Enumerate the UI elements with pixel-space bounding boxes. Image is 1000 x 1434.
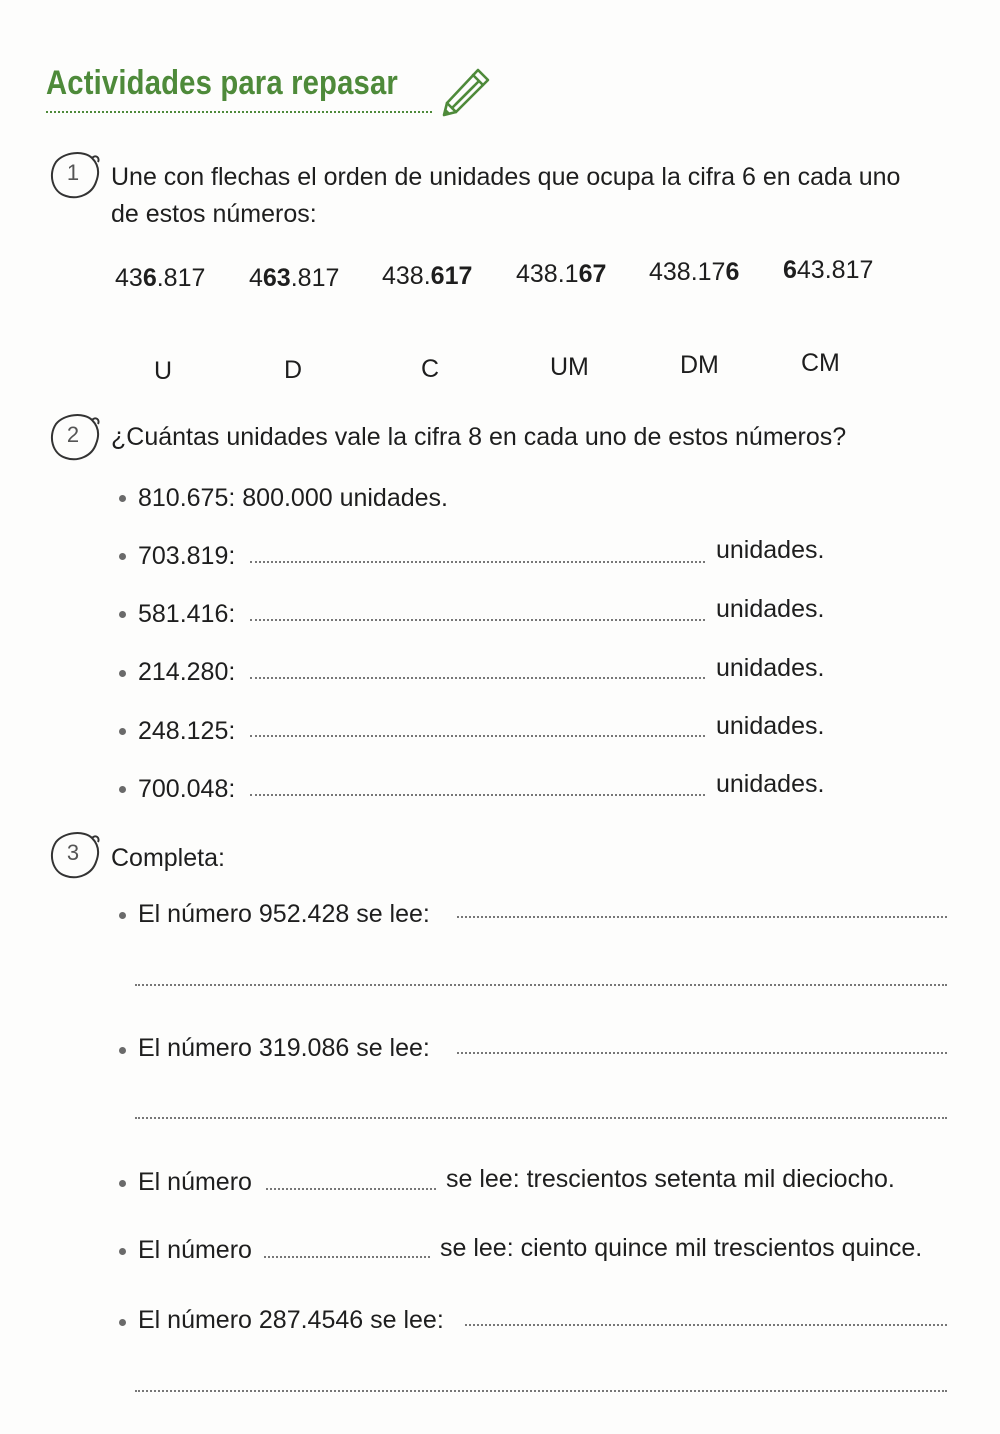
- activity-2-number: [48, 412, 102, 466]
- bullet: [119, 728, 126, 735]
- order-label: UM: [550, 353, 589, 381]
- item-text: El número 287.4546 se lee:: [138, 1306, 444, 1334]
- item-label: 703.819:: [138, 542, 236, 570]
- activity-3-title: Completa:: [111, 844, 225, 872]
- bullet: [119, 912, 126, 919]
- answer-line[interactable]: [457, 1052, 947, 1054]
- item-label: 248.125:: [138, 717, 236, 745]
- bullet: [119, 786, 126, 793]
- answer-line[interactable]: [135, 1117, 947, 1119]
- bullet: [119, 670, 126, 677]
- order-label: C: [421, 355, 440, 383]
- item-label: 581.416:: [138, 600, 236, 628]
- activity-2-digit: 2: [66, 422, 80, 447]
- item-text-post: se lee: trescientos setenta mil dieciocho.: [446, 1165, 895, 1193]
- section-header: [46, 64, 506, 124]
- bullet: [119, 553, 126, 560]
- item-text-pre: El número: [138, 1236, 252, 1264]
- bullet: [119, 1319, 126, 1326]
- item-text: El número 952.428 se lee:: [138, 900, 430, 928]
- order-label: U: [154, 357, 173, 385]
- page-title: Actividades para repasar: [46, 64, 398, 102]
- item-label: 700.048:: [138, 775, 236, 803]
- item-suffix: unidades.: [716, 654, 825, 682]
- answer-line[interactable]: [250, 619, 705, 621]
- activity-1-digit: 1: [66, 160, 80, 185]
- answer-line[interactable]: [465, 1324, 947, 1326]
- answer-line[interactable]: [135, 1390, 947, 1392]
- activity-3-digit: 3: [66, 840, 80, 865]
- item-text: El número 319.086 se lee:: [138, 1034, 430, 1062]
- bullet: [119, 1047, 126, 1054]
- item-suffix: unidades.: [716, 536, 825, 564]
- number-item: 438.617: [382, 262, 473, 290]
- title-underline: [46, 111, 432, 113]
- answer-line[interactable]: [250, 735, 705, 737]
- bullet: [119, 495, 126, 502]
- order-label: DM: [680, 351, 719, 379]
- item-suffix: unidades.: [716, 770, 825, 798]
- number-item: 438.176: [649, 258, 740, 286]
- activity-2-question: ¿Cuántas unidades vale la cifra 8 en cada uno de estos números?: [111, 423, 847, 451]
- number-item: 436.817: [115, 264, 206, 292]
- order-label: CM: [801, 349, 840, 377]
- number-item: 463.817: [249, 264, 340, 292]
- answer-line[interactable]: [250, 677, 705, 679]
- answer-line[interactable]: [264, 1256, 430, 1258]
- item-suffix: unidades.: [716, 712, 825, 740]
- bullet: [119, 611, 126, 618]
- item-label: 214.280:: [138, 658, 236, 686]
- item-text-post: se lee: ciento quince mil trescientos quince.: [440, 1234, 923, 1262]
- activity-2-example: 810.675: 800.000 unidades.: [138, 484, 448, 512]
- item-suffix: unidades.: [716, 595, 825, 623]
- activity-1-instruction-line1: Une con flechas el orden de unidades que ocupa la cifra 6 en cada uno: [111, 163, 901, 191]
- activity-1-number: [48, 150, 102, 204]
- number-item: 438.167: [516, 260, 607, 288]
- order-label: D: [284, 356, 303, 384]
- number-item: 643.817: [783, 256, 874, 284]
- answer-line[interactable]: [266, 1188, 436, 1190]
- pencil-icon: [438, 64, 494, 120]
- answer-line[interactable]: [135, 984, 947, 986]
- bullet: [119, 1248, 126, 1255]
- answer-line[interactable]: [250, 561, 705, 563]
- activity-3-number: [48, 830, 102, 884]
- bullet: [119, 1180, 126, 1187]
- item-text-pre: El número: [138, 1168, 252, 1196]
- answer-line[interactable]: [250, 794, 705, 796]
- activity-1-instruction-line2: de estos números:: [111, 200, 317, 228]
- answer-line[interactable]: [457, 916, 947, 918]
